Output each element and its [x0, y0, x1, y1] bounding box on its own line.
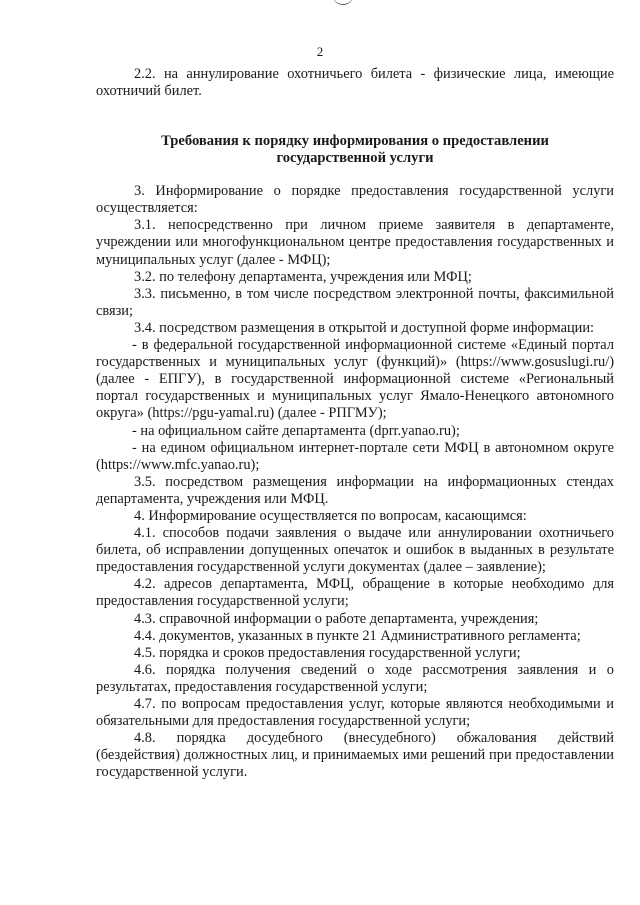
paragraph-4-3: 4.3. справочной информации о работе департамента, учреждения; — [134, 610, 539, 627]
paragraph-3-2: 3.2. по телефону департамента, учреждения или МФЦ; — [134, 268, 472, 285]
paragraph-3-4: 3.4. посредством размещения в открытой и доступной форме информации: — [134, 319, 595, 336]
paragraph-3: 3. Информирование о порядке предоставления государственной услуги осуществляется: — [96, 183, 614, 217]
paragraph-3-5: 3.5. посредством размещения информации на информационных стендах департамента, учреждения или МФЦ. — [96, 473, 614, 507]
paragraph-4-5: 4.5. порядка и сроков предоставления государственной услуги; — [134, 644, 521, 661]
list-item-epgu: - в федеральной государственной информационной системе «Единый портал государственных и муниципальных услуг (функций)» (https://www.gosuslugi.ru/) (далее - ЕПГУ), в государственной информационной системе «Региональный портал государственных и муниципальных услуг Ямало-Ненецкого автономного округа» (https://pgu-yamal.ru) (далее - РПГМУ); — [96, 337, 614, 422]
paragraph-4-1: 4.1. способов подачи заявления о выдаче или аннулировании охотничьего билета, об исправлении допущенных опечаток и ошибок в выданных в результате предоставления государственной услуги документах (далее – заявление); — [96, 525, 614, 576]
paragraph-4-4: 4.4. документов, указанных в пункте 21 Административного регламента; — [134, 627, 581, 644]
scan-mark — [332, 0, 354, 5]
paragraph-2-2: 2.2. на аннулирование охотничьего билета - физические лица, имеющие охотничий билет. — [96, 66, 614, 100]
section-heading — [96, 133, 614, 167]
paragraph-4: 4. Информирование осуществляется по вопросам, касающимся: — [134, 507, 527, 524]
paragraph-4-8: 4.8. порядка досудебного (внесудебного) обжалования действий (бездействия) должностных лиц, и принимаемых ими решений при предоставлении государственной услуги. — [96, 730, 614, 781]
paragraph-4-7: 4.7. по вопросам предоставления услуг, которые являются необходимыми и обязательными для предоставления государственной услуги; — [96, 696, 614, 730]
paragraph-4-6: 4.6. порядка получения сведений о ходе рассмотрения заявления и о результатах, предоставления государственной услуги; — [96, 661, 614, 695]
document-body — [96, 66, 614, 781]
section-heading-line-2: государственной услуги — [276, 150, 434, 167]
paragraph-4-2: 4.2. адресов департамента, МФЦ, обращение в которые необходимо для предоставления государственной услуги; — [96, 576, 614, 610]
list-item-official-site: - на официальном сайте департамента (dprr.yanao.ru); — [132, 422, 460, 439]
paragraph-3-3: 3.3. письменно, в том числе посредством электронной почты, факсимильной связи; — [96, 285, 614, 319]
section-heading-line-1: Требования к порядку информирования о предоставлении — [161, 133, 549, 150]
page-number: 2 — [316, 44, 324, 59]
paragraph-3-1: 3.1. непосредственно при личном приеме заявителя в департаменте, учреждении или многофункциональном центре предоставления государственных и муниципальных услуг (далее - МФЦ); — [96, 217, 614, 268]
list-item-mfc-portal: - на едином официальном интернет-портале сети МФЦ в автономном округе (https://www.mfc.yanao.ru); — [96, 439, 614, 473]
